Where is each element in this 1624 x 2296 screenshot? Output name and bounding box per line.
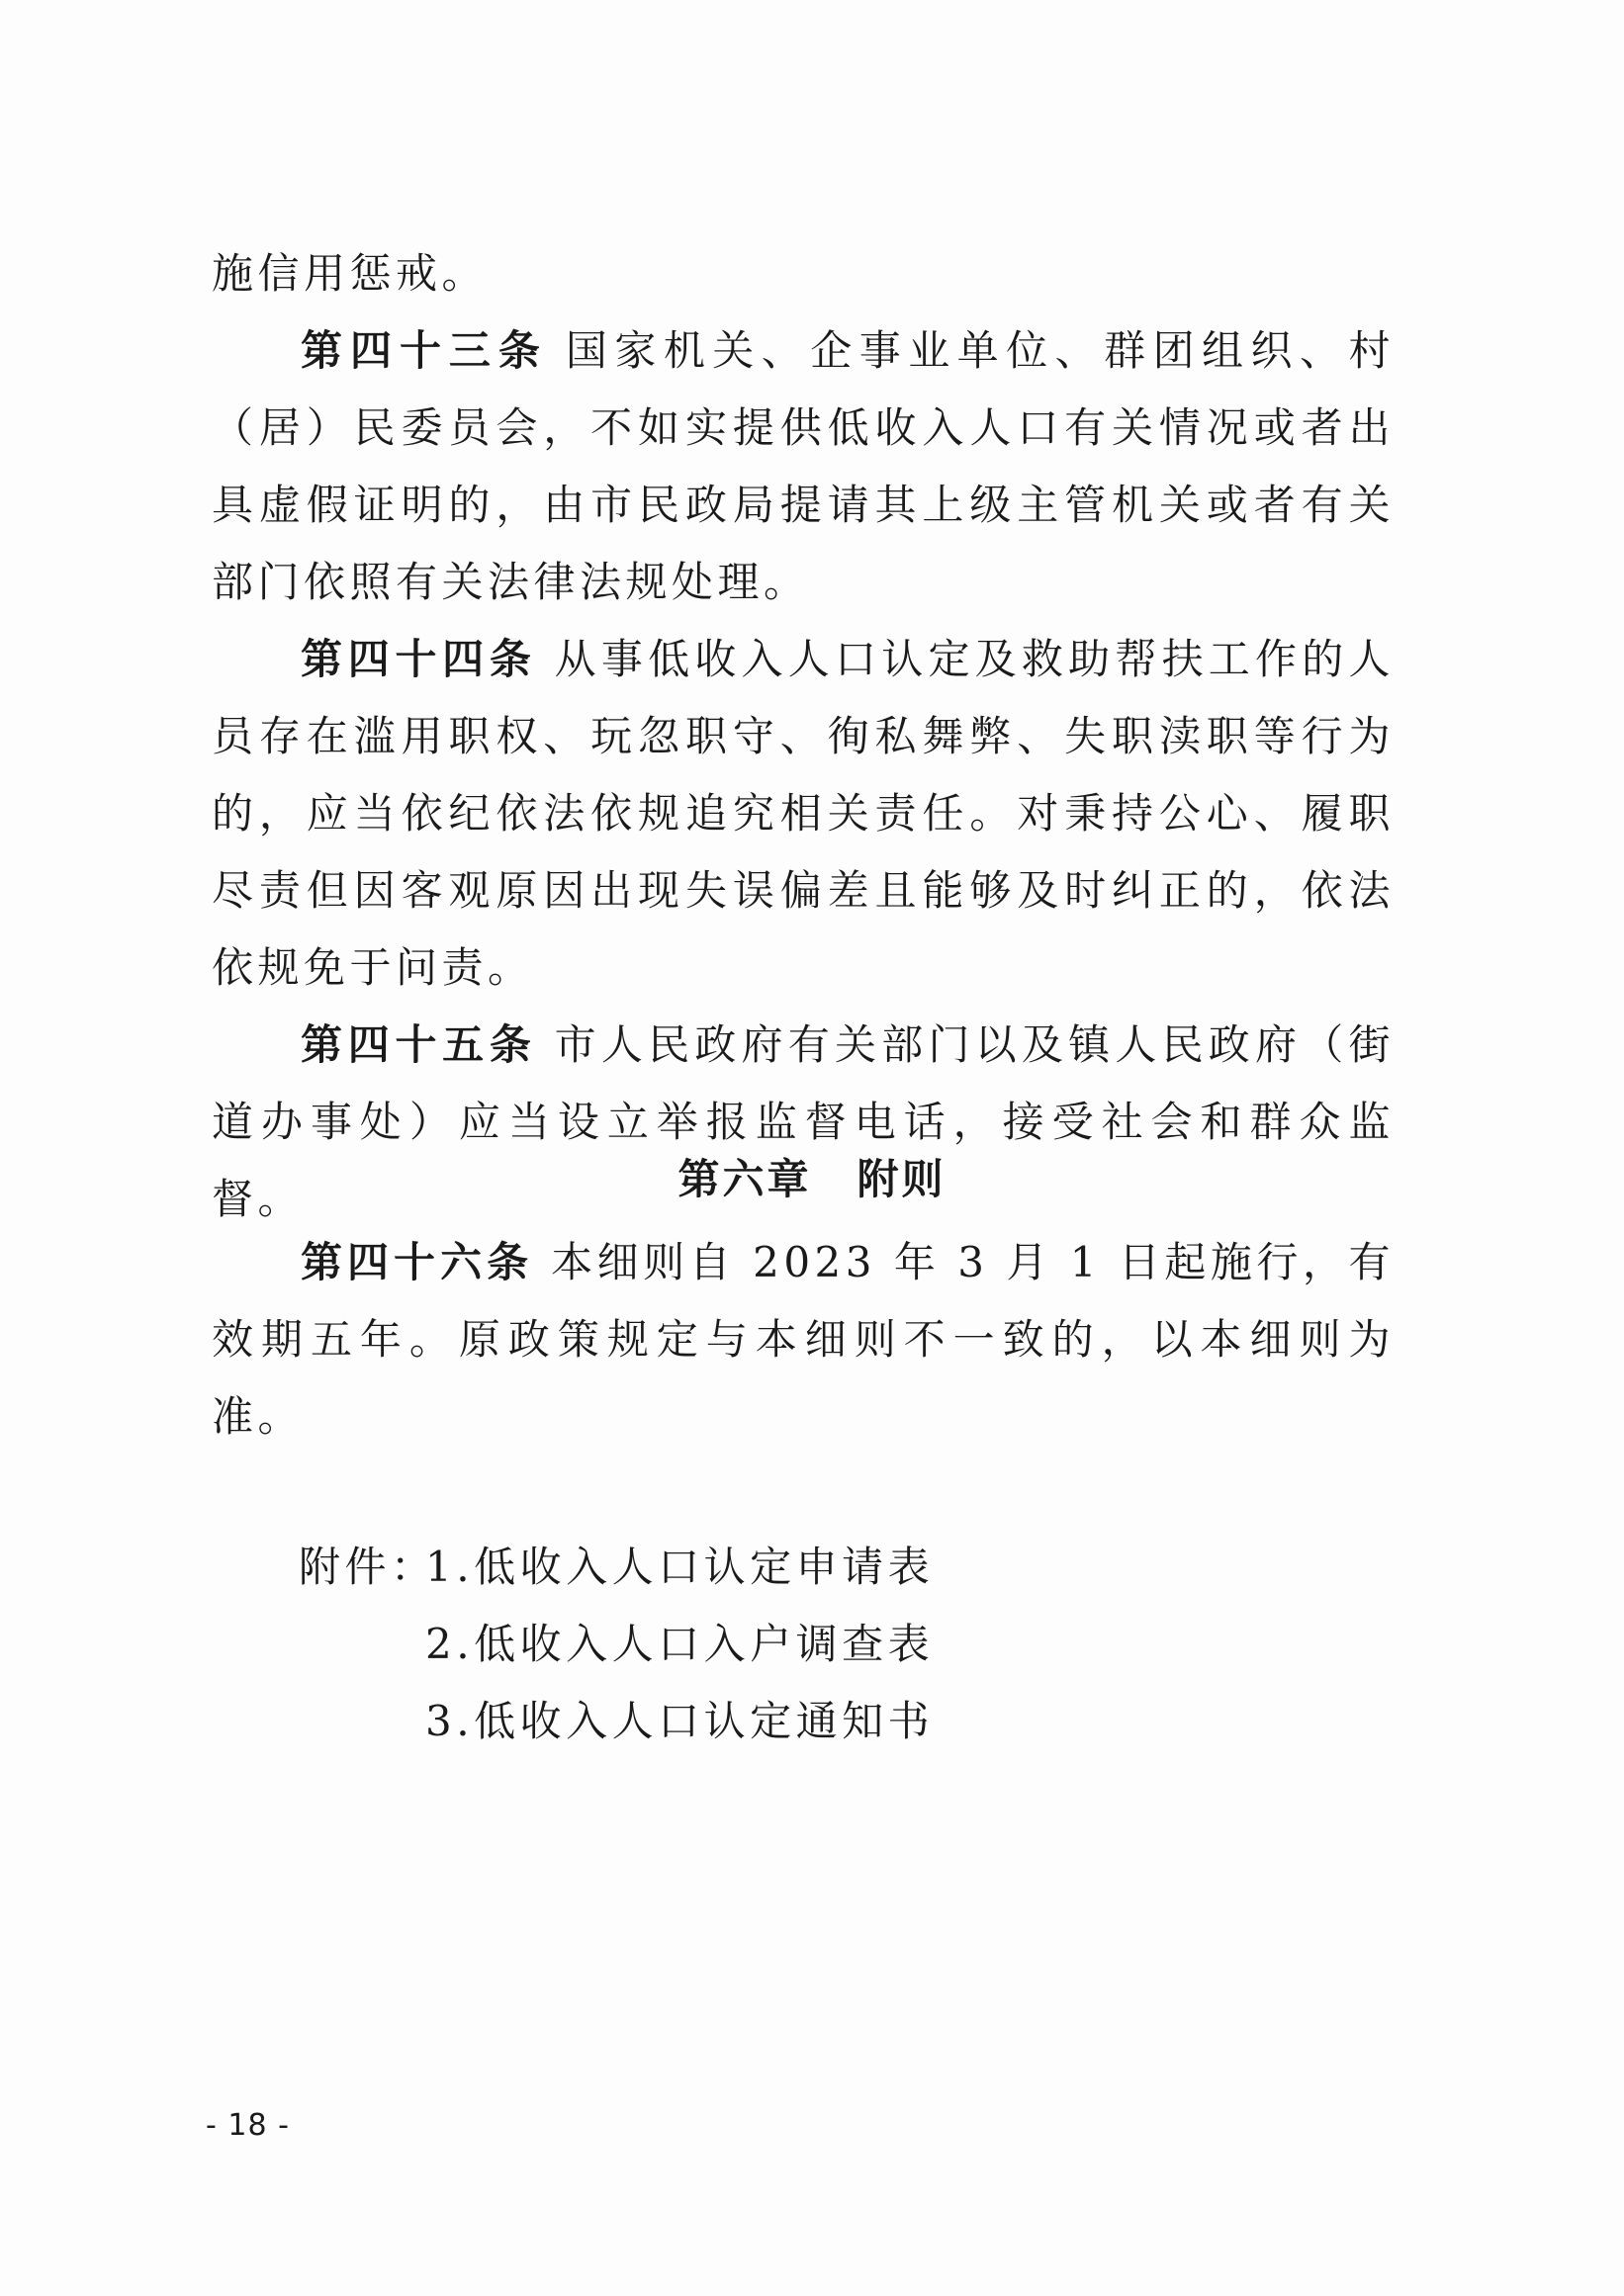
attachment-row xyxy=(299,1683,934,1760)
article-text: 本细则自 2023 年 3 月 1 日起施行，有效期五年。原政策规定与本细则不一致的，以本细则为准。 xyxy=(212,1238,1395,1441)
article-label: 第四十三条 xyxy=(301,326,548,375)
paragraph-text: 施信用惩戒。 xyxy=(212,249,489,298)
attachments-label: 附件： xyxy=(299,1543,437,1591)
chapter-number: 第六章 xyxy=(677,1155,812,1203)
article-label: 第四十四条 xyxy=(301,635,537,683)
chapter-title: 附则 xyxy=(857,1155,947,1203)
attachment-item: 3.低收入人口认定通知书 xyxy=(425,1697,935,1745)
article-text: 国家机关、企事业单位、群团组织、村（居）民委员会，不如实提供低收入人口有关情况或者出具虚假证明的，由市民政局提请其上级主管机关或者有关部门依照有关法律法规处理。 xyxy=(212,326,1395,606)
paragraph-continuation xyxy=(212,235,1395,312)
article-43 xyxy=(212,312,1395,621)
article-text: 市人民政府有关部门以及镇人民政府（街道办事处）应当设立举报监督电话，接受社会和群众监督。 xyxy=(212,1020,1395,1223)
attachments-list xyxy=(299,1529,934,1760)
page-number: - 18 - xyxy=(206,2108,290,2143)
chapter-heading xyxy=(0,1147,1624,1206)
attachment-row xyxy=(299,1529,934,1606)
attachment-row xyxy=(299,1606,934,1683)
attachment-item: 1.低收入人口认定申请表 xyxy=(425,1543,935,1591)
article-text: 从事低收入人口认定及救助帮扶工作的人员存在滥用职权、玩忽职守、徇私舞弊、失职渎职等行为的，应当依纪依法依规追究相关责任。对秉持公心、履职尽责但因客观原因出现失误偏差且能够及时纠正的，依法依规免于问责。 xyxy=(212,635,1395,992)
article-44 xyxy=(212,621,1395,1007)
final-article-section xyxy=(212,1224,1395,1456)
attachment-item: 2.低收入人口入户调查表 xyxy=(425,1620,935,1668)
article-label: 第四十五条 xyxy=(301,1020,537,1069)
articles-section xyxy=(212,235,1395,1238)
article-label: 第四十六条 xyxy=(301,1238,534,1286)
article-46 xyxy=(212,1224,1395,1456)
